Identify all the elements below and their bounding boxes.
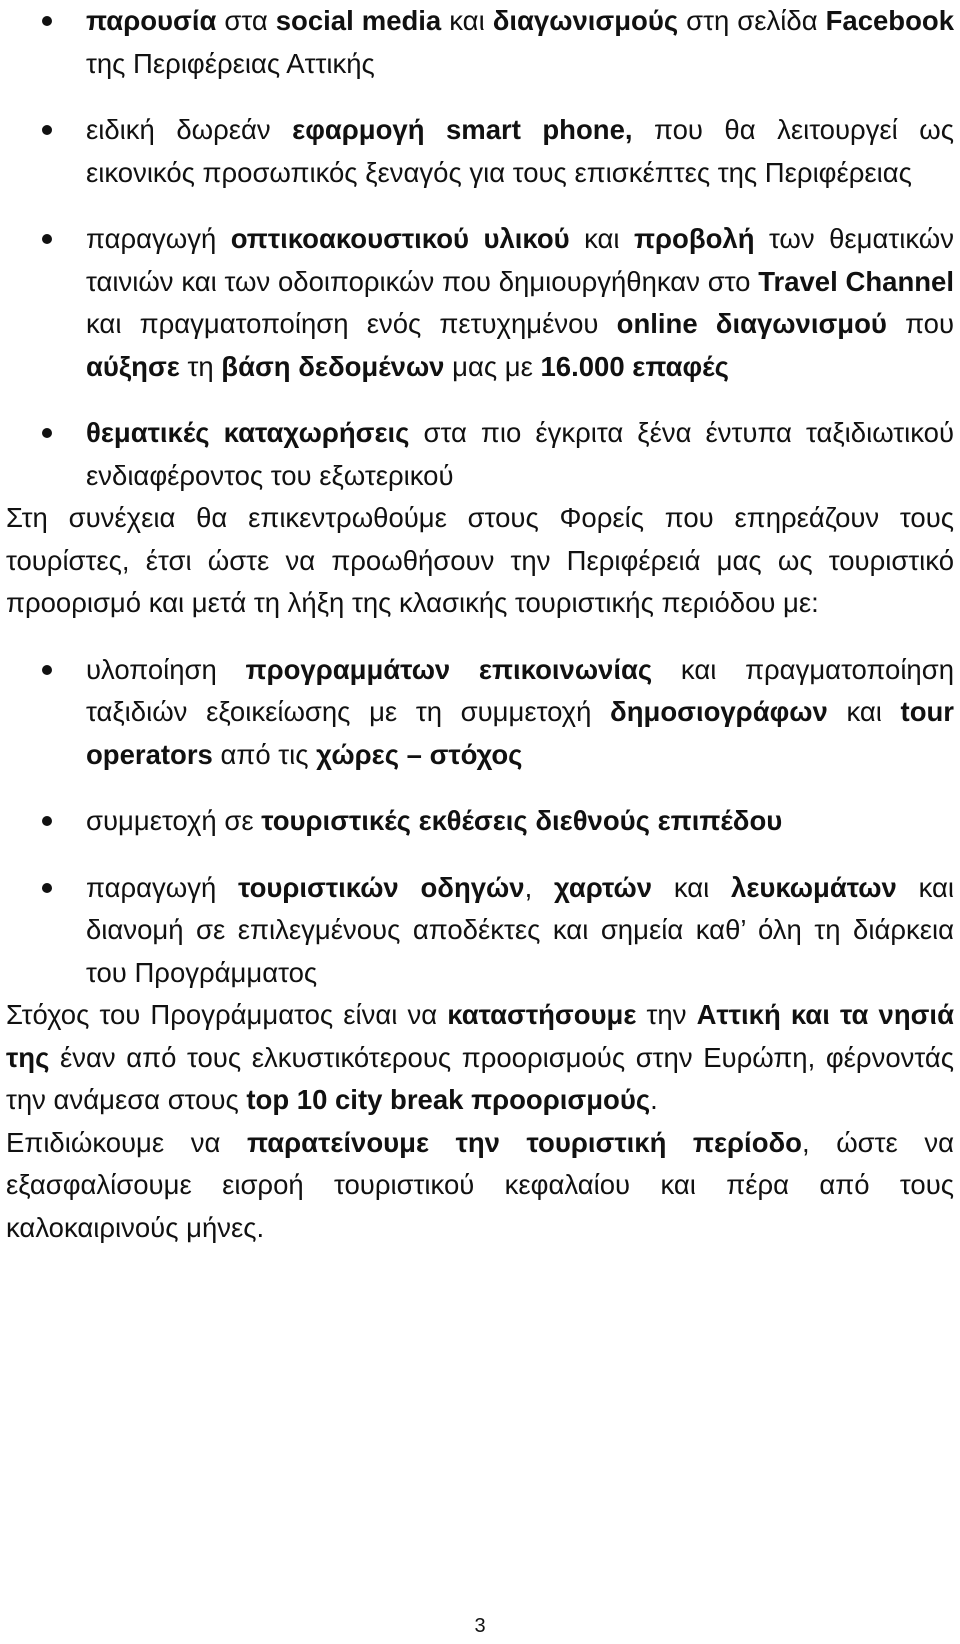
bullet-text <box>86 805 782 836</box>
paragraph-season <box>6 1122 954 1250</box>
text-segment: και <box>827 696 901 727</box>
bold-text-segment: βάση δεδομένων <box>221 350 445 382</box>
text-segment: ειδική δωρεάν <box>86 114 293 145</box>
text-segment: από τις <box>212 738 317 770</box>
bullet-list-promotion <box>6 0 954 497</box>
bold-text-segment: τουριστικών οδηγών <box>238 871 525 903</box>
text-segment: παραγωγή <box>86 223 231 254</box>
bullet-item <box>6 109 954 194</box>
text-segment: , ώστε να εξασφαλίσουμε εισροή τουριστικού κεφαλαίου και πέρα από τους καλοκαιρινούς μήνες. <box>6 1126 954 1243</box>
bold-text-segment: Travel Channel <box>758 265 954 297</box>
bullet-item <box>6 412 954 497</box>
bold-text-segment: top 10 city break προορισμούς <box>246 1084 651 1115</box>
bullet-text <box>86 417 954 491</box>
text-segment: τη <box>179 350 222 382</box>
bold-text-segment: Αττική και τα νησιά της <box>6 999 954 1073</box>
text-segment: στα πιο έγκριτα ξένα έντυπα ταξιδιωτικού ενδιαφέροντος του εξωτερικού <box>86 417 955 491</box>
text-segment: και πραγματοποίηση ταξιδιών εξοικείωσης με τη συμμετοχή <box>86 653 954 727</box>
bullet-item <box>6 867 954 995</box>
bold-text-segment: χώρες – στόχος <box>316 738 523 770</box>
text-segment: , <box>524 871 555 903</box>
text-segment: Στη συνέχεια θα επικεντρωθούμε στους Φορείς που επηρεάζουν τους τουρίστες, έτσι ώστε να προωθήσουν την Περιφέρειά μας ως τουριστικό προορισμό και μετά τη λήξη της κλασικής τουριστικής περιόδου με: <box>6 502 954 618</box>
bold-text-segment: λευκωμάτων <box>731 871 897 903</box>
bold-text-segment: αύξησε <box>86 350 180 382</box>
bold-text-segment: θεματικές καταχωρήσεις <box>86 417 410 448</box>
bold-text-segment: social media <box>275 5 442 36</box>
text-segment: που θα λειτουργεί ως εικονικός προσωπικός ξεναγός για τους επισκέπτες της Περιφέρειας <box>86 114 954 188</box>
bold-text-segment: προγραμμάτων επικοινωνίας <box>245 653 653 685</box>
text-segment: και διανομή σε επιλεγμένους αποδέκτες και σημεία καθ’ όλη τη διάρκεια του Προγράμματος <box>86 871 954 988</box>
paragraph-stakeholders <box>6 497 954 625</box>
bold-text-segment: οπτικοακουστικού υλικού <box>230 223 570 254</box>
text-segment: παραγωγή <box>86 871 239 903</box>
text-segment: Επιδιώκουμε να <box>6 1126 247 1158</box>
bold-text-segment: παρατείνουμε την τουριστική περίοδο <box>246 1126 802 1158</box>
text-segment: στα <box>216 5 276 36</box>
text-segment: την <box>636 999 697 1030</box>
bold-text-segment: 16.000 επαφές <box>540 350 729 382</box>
bold-text-segment: δημοσιογράφων <box>610 696 828 727</box>
bullet-text <box>86 5 954 79</box>
text-segment: μας με <box>444 350 541 382</box>
bullet-text <box>86 654 954 770</box>
text-segment: και <box>441 5 493 36</box>
bullet-item <box>6 218 954 388</box>
text-segment: και πραγματοποίηση ενός πετυχημένου <box>86 308 617 339</box>
bold-text-segment: διαγωνισμούς <box>492 5 679 36</box>
paragraph-goal <box>6 994 954 1122</box>
text-segment: στη σελίδα <box>678 5 826 36</box>
bold-text-segment: παρουσία <box>86 5 217 36</box>
bold-text-segment: προβολή <box>633 223 755 254</box>
text-segment: έναν από τους ελκυστικότερους προορισμούς στην Ευρώπη, φέρνοντάς την ανάμεσα στους <box>6 1041 954 1115</box>
paragraph-text <box>6 999 954 1115</box>
text-segment: των θεματικών ταινιών και των οδοιπορικών που δημιουργήθηκαν στο <box>86 223 954 297</box>
text-segment: που <box>886 308 955 339</box>
bold-text-segment: χαρτών <box>554 871 653 903</box>
bold-text-segment: Facebook <box>825 5 954 36</box>
text-segment: και <box>569 223 634 254</box>
bold-text-segment: εφαρμογή smart phone, <box>292 114 633 145</box>
bold-text-segment: τουριστικές εκθέσεις διεθνούς επιπέδου <box>261 805 783 836</box>
text-segment: της Περιφέρειας Αττικής <box>86 47 375 79</box>
text-segment: και <box>652 871 732 903</box>
bold-text-segment: tour operators <box>86 696 954 770</box>
page-number: 3 <box>474 1615 486 1637</box>
document-page <box>6 0 954 1249</box>
paragraph-text <box>6 1127 954 1243</box>
bold-text-segment: καταστήσουμε <box>447 999 637 1030</box>
paragraph-text <box>6 502 954 618</box>
bullet-item <box>6 649 954 777</box>
text-segment: συμμετοχή σε <box>86 805 262 836</box>
bullet-item <box>6 0 954 85</box>
text-segment: . <box>650 1084 658 1115</box>
bullet-text <box>86 223 954 382</box>
bullet-text <box>86 114 954 188</box>
text-segment: Στόχος του Προγράμματος είναι να <box>6 999 448 1030</box>
bullet-item <box>6 800 954 843</box>
bullet-text <box>86 872 954 988</box>
bullet-list-actions <box>6 649 954 995</box>
bold-text-segment: online διαγωνισμού <box>616 308 887 339</box>
text-segment: υλοποίηση <box>86 653 246 685</box>
